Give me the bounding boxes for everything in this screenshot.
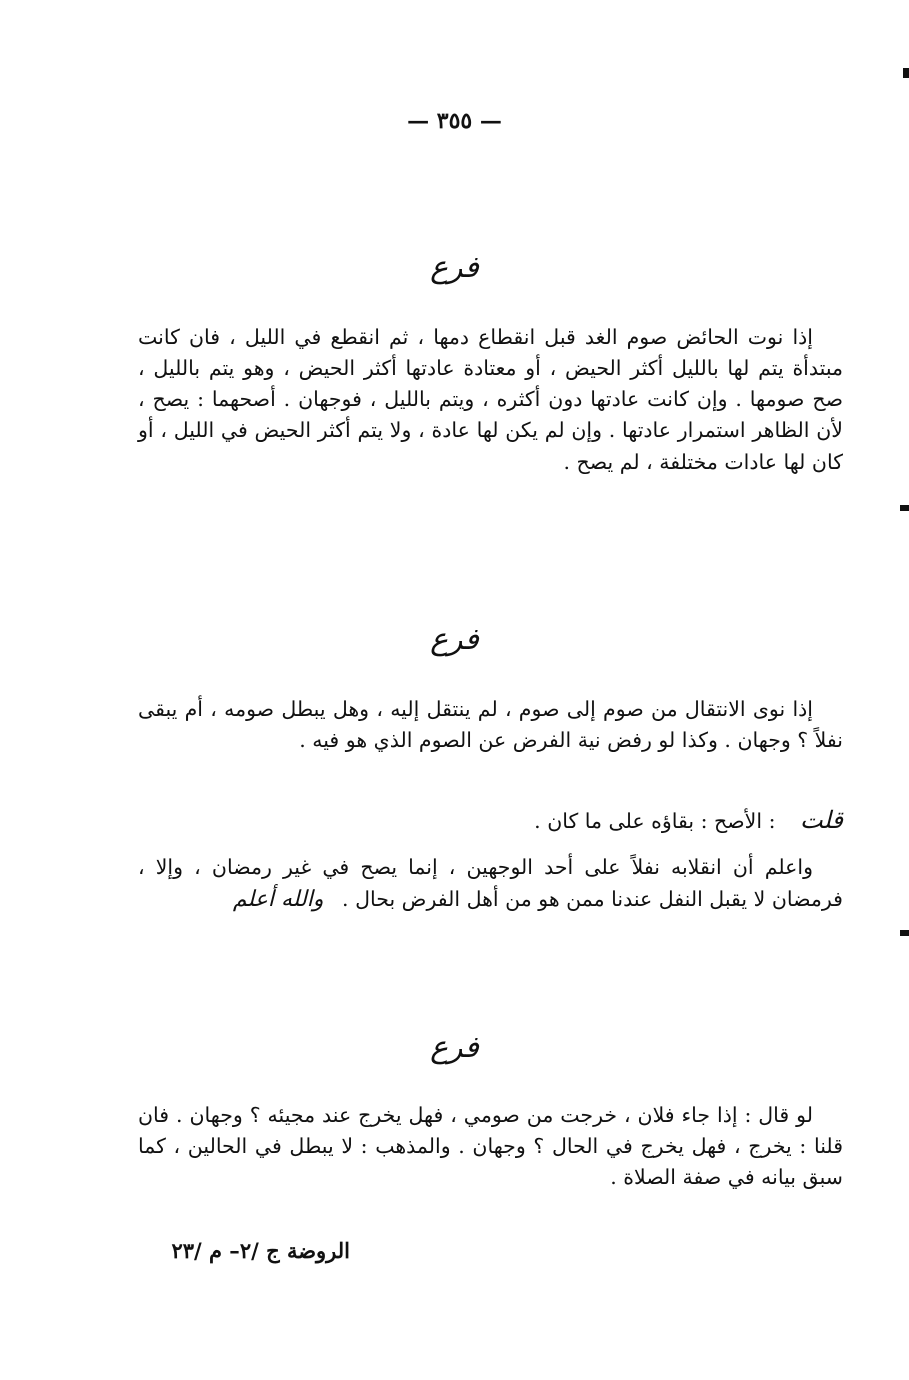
section-2-after-text: واعلم أن انقلابه نفلاً على أحد الوجهين ، إنما يصح في غير رمضان ، وإلا ، فرمضان لا يقبل النفل عندنا ممن هو من أهل الفرض بحال . — [138, 855, 843, 912]
section-3-paragraph: لو قال : إذا جاء فلان ، خرجت من صومي ، فهل يخرج عند مجيئه ؟ وجهان . فان قلنا : يخرج ، فهل يخرج في الحال ؟ وجهان . والمذهب : لا يبطل في الحالين ، كما سبق بيانه في صفة الصلاة . — [138, 1103, 843, 1190]
section-1-paragraph: إذا نوت الحائض صوم الغد قبل انقطاع دمها ، ثم انقطع في الليل ، فان كانت مبتدأة يتم لها بالليل أكثر الحيض ، أو معتادة عادتها أكثر الحيض ، وهو يتم بالليل ، صح صومها . وإن كانت عادتها دون أكثره ، ويتم بالليل ، فوجهان . أصحهما : يصح ، لأن الظاهر استمرار عادتها . وإن لم يكن لها عادة ، ولا يتم أكثر الحيض في الليل ، أو كان لها عادات مختلفة ، لم يصح . — [138, 325, 843, 474]
qult-label: قلت — [800, 806, 843, 834]
section-2-paragraph: إذا نوى الانتقال من صوم إلى صوم ، لم ينتقل إليه ، وهل يبطل صومه ، أم يبقى نفلاً ؟ وجهان . وكذا لو رفض نية الفرض عن الصوم الذي هو فيه . — [138, 697, 843, 753]
qult-text: : الأصح : بقاؤه على ما كان . — [534, 809, 776, 833]
scan-mark — [903, 68, 909, 78]
section-2-qult-line — [138, 802, 843, 838]
section-2-heading: فرع — [430, 622, 479, 657]
page-number: — ٣٥٥ — — [407, 108, 502, 134]
closing-phrase: والله أعلم — [232, 887, 324, 913]
section-1-heading: فرع — [430, 250, 479, 285]
footer-signature: الروضة ج /٢– م /٢٣ — [171, 1238, 350, 1263]
scan-mark — [900, 930, 909, 936]
section-3-heading: فرع — [430, 1030, 479, 1065]
scan-mark — [900, 505, 909, 511]
section-2-paragraph-after — [138, 852, 843, 917]
